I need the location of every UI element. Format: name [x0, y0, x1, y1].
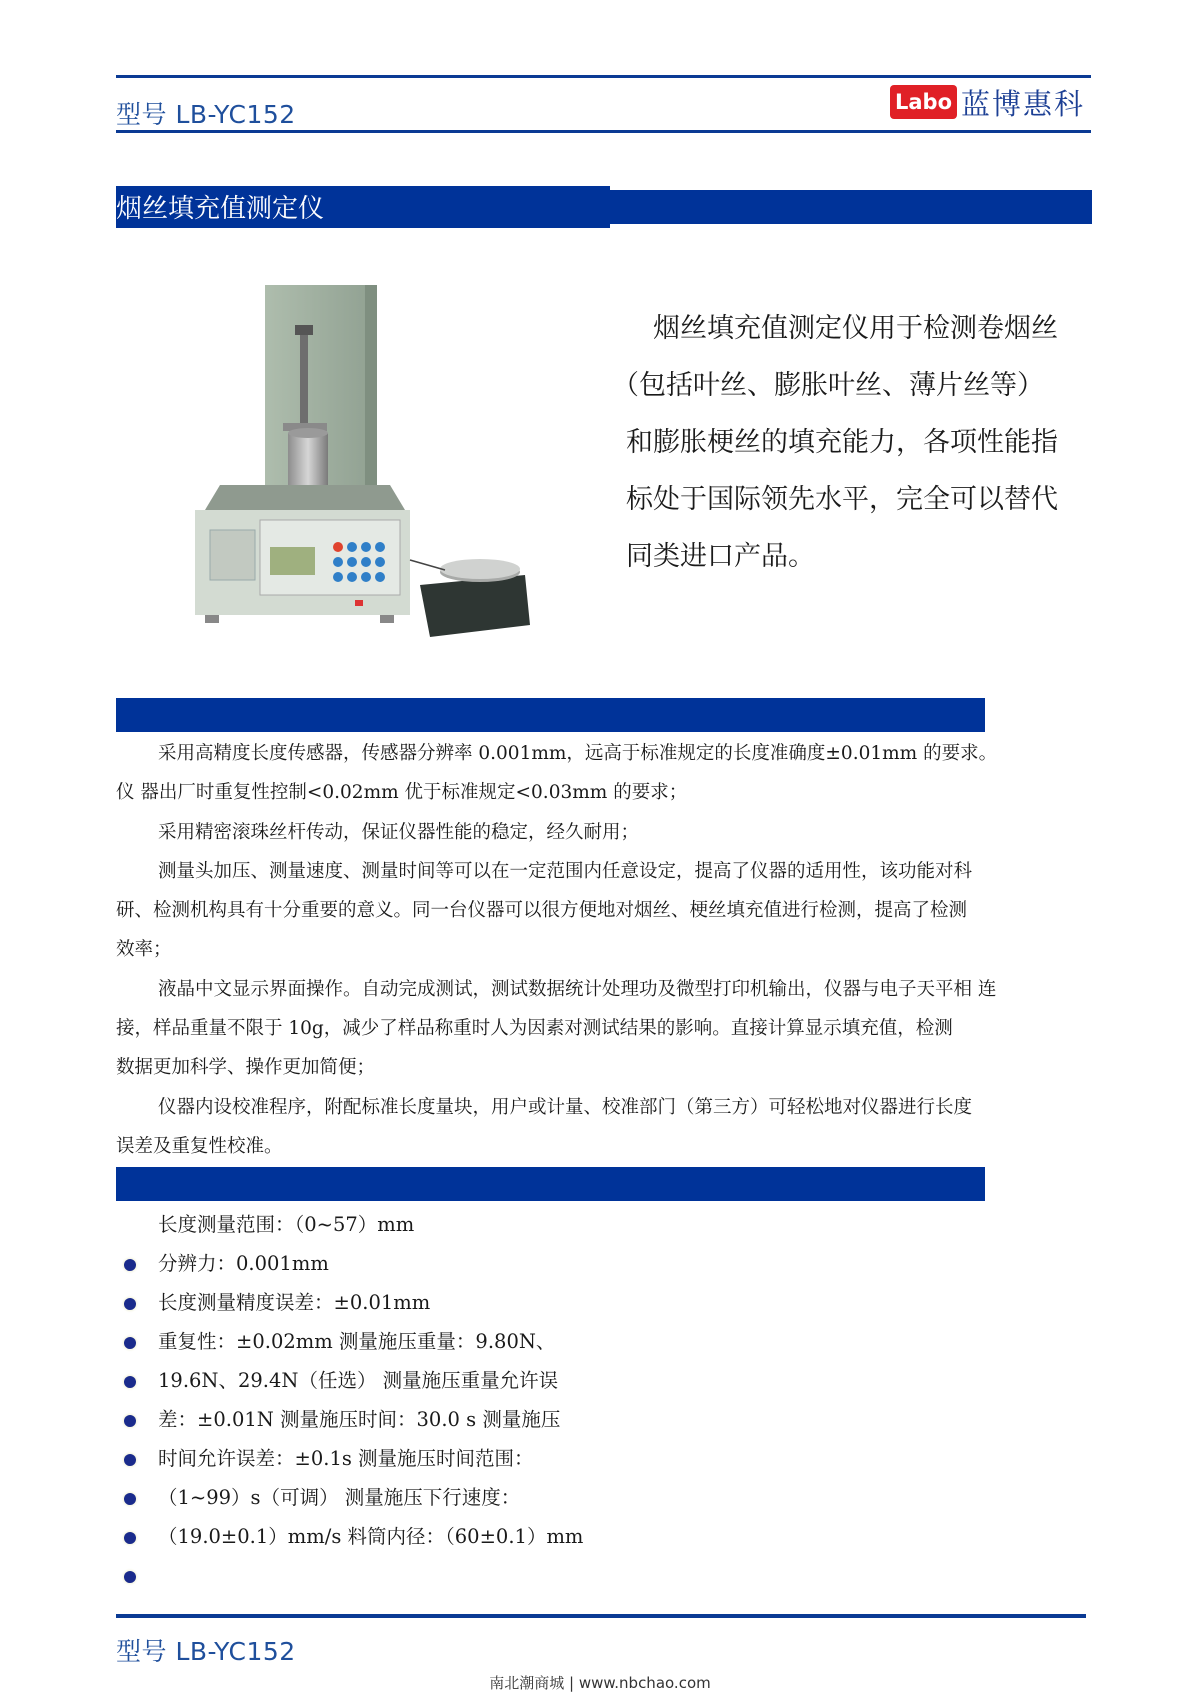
feature-paragraph: 仪器内设校准程序，附配标准长度量块，用户或计量、校准部门（第三方）可轻松地对仪器进行长度 — [158, 1096, 973, 1118]
footer-rule — [116, 1614, 1086, 1618]
brand-logo — [890, 84, 1085, 120]
intro-line: 烟丝填充值测定仪用于检测卷烟丝 — [653, 313, 1058, 344]
features-text — [116, 734, 1091, 1166]
spec-text: 时间允许误差：±0.1s 测量施压时间范围： — [158, 1447, 534, 1470]
product-intro — [612, 300, 1086, 585]
spec-text: 差：±0.01N 测量施压时间：30.0 s 测量施压 — [158, 1408, 561, 1431]
bullet-icon — [124, 1571, 136, 1583]
intro-line: 和膨胀梗丝的填充能力，各项性能指 — [626, 427, 1058, 458]
spec-text: （19.0±0.1）mm/s 料筒内径：（60±0.1）mm — [158, 1525, 584, 1548]
bullet-icon — [124, 1493, 136, 1505]
feature-paragraph: 仪 器出厂时重复性控制<0.02mm 优于标准规定<0.03mm 的要求； — [116, 782, 688, 804]
footer-model-label: 型号 LB-YC152 — [116, 1637, 296, 1666]
bullet-icon — [124, 1259, 136, 1271]
feature-paragraph: 数据更加科学、操作更加简便； — [116, 1057, 376, 1079]
spec-row — [116, 1361, 716, 1400]
logo-name: 蓝博惠科 — [961, 86, 1086, 121]
feature-paragraph: 效率； — [116, 939, 172, 961]
spec-text: 重复性：±0.02mm 测量施压重量：9.80N、 — [158, 1330, 556, 1353]
feature-paragraph: 研、检测机构具有十分重要的意义。同一台仪器可以很方便地对烟丝、梗丝填充值进行检测，提高了检测 — [116, 900, 968, 922]
spec-text: 19.6N、29.4N（任选） 测量施压重量允许误 — [158, 1369, 559, 1392]
feature-paragraph: 采用精密滚珠丝杆传动，保证仪器性能的稳定，经久耐用； — [158, 821, 640, 843]
spec-row — [116, 1400, 716, 1439]
spec-row — [116, 1283, 716, 1322]
spec-row — [116, 1478, 716, 1517]
bullet-icon — [124, 1337, 136, 1349]
product-title: 烟丝填充值测定仪 — [116, 194, 325, 224]
title-bar-right — [610, 190, 1092, 224]
intro-line: 标处于国际领先水平，完全可以替代 — [626, 484, 1058, 515]
spec-row — [116, 1205, 716, 1244]
feature-paragraph: 液晶中文显示界面操作。自动完成测试，测试数据统计处理功及微型打印机输出，仪器与电子天平相 连 — [158, 978, 997, 1000]
intro-line: 同类进口产品。 — [626, 541, 815, 572]
bullet-icon — [124, 1454, 136, 1466]
specs-section-bar — [116, 1167, 985, 1201]
spec-row — [116, 1322, 716, 1361]
spec-row — [116, 1556, 716, 1595]
bullet-icon — [124, 1298, 136, 1310]
specs-list — [116, 1205, 716, 1595]
features-section-bar — [116, 698, 985, 732]
bullet-icon — [124, 1532, 136, 1544]
spec-row — [116, 1439, 716, 1478]
header-top-rule — [116, 75, 1091, 78]
product-photo — [180, 285, 540, 645]
feature-paragraph: 接，样品重量不限于 10g，减少了样品称重时人为因素对测试结果的影响。直接计算显示填充值，检测 — [116, 1018, 953, 1040]
footer-site-link[interactable]: 南北潮商城 | www.nbchao.com — [489, 1674, 711, 1692]
intro-line: （包括叶丝、膨胀叶丝、薄片丝等） — [612, 370, 1044, 401]
header-bottom-rule — [116, 130, 1091, 133]
spec-text: 长度测量精度误差：±0.01mm — [158, 1291, 431, 1314]
feature-paragraph: 采用高精度长度传感器，传感器分辨率 0.001mm，远高于标准规定的长度准确度±0.01mm 的要求。 — [158, 743, 998, 764]
feature-paragraph: 测量头加压、测量速度、测量时间等可以在一定范围内任意设定，提高了仪器的适用性，该功能对科 — [158, 860, 973, 882]
spec-row — [116, 1244, 716, 1283]
logo-badge: Labo — [890, 85, 957, 119]
spec-text: （1~99）s（可调） 测量施压下行速度： — [158, 1486, 521, 1509]
bullet-icon — [124, 1415, 136, 1427]
header-model-label: 型号 LB-YC152 — [116, 100, 296, 129]
bullet-icon — [124, 1376, 136, 1388]
spec-text: 长度测量范围：（0~57）mm — [158, 1213, 415, 1236]
feature-paragraph: 误差及重复性校准。 — [116, 1135, 283, 1157]
spec-text: 分辨力：0.001mm — [158, 1252, 329, 1275]
spec-row — [116, 1517, 716, 1556]
